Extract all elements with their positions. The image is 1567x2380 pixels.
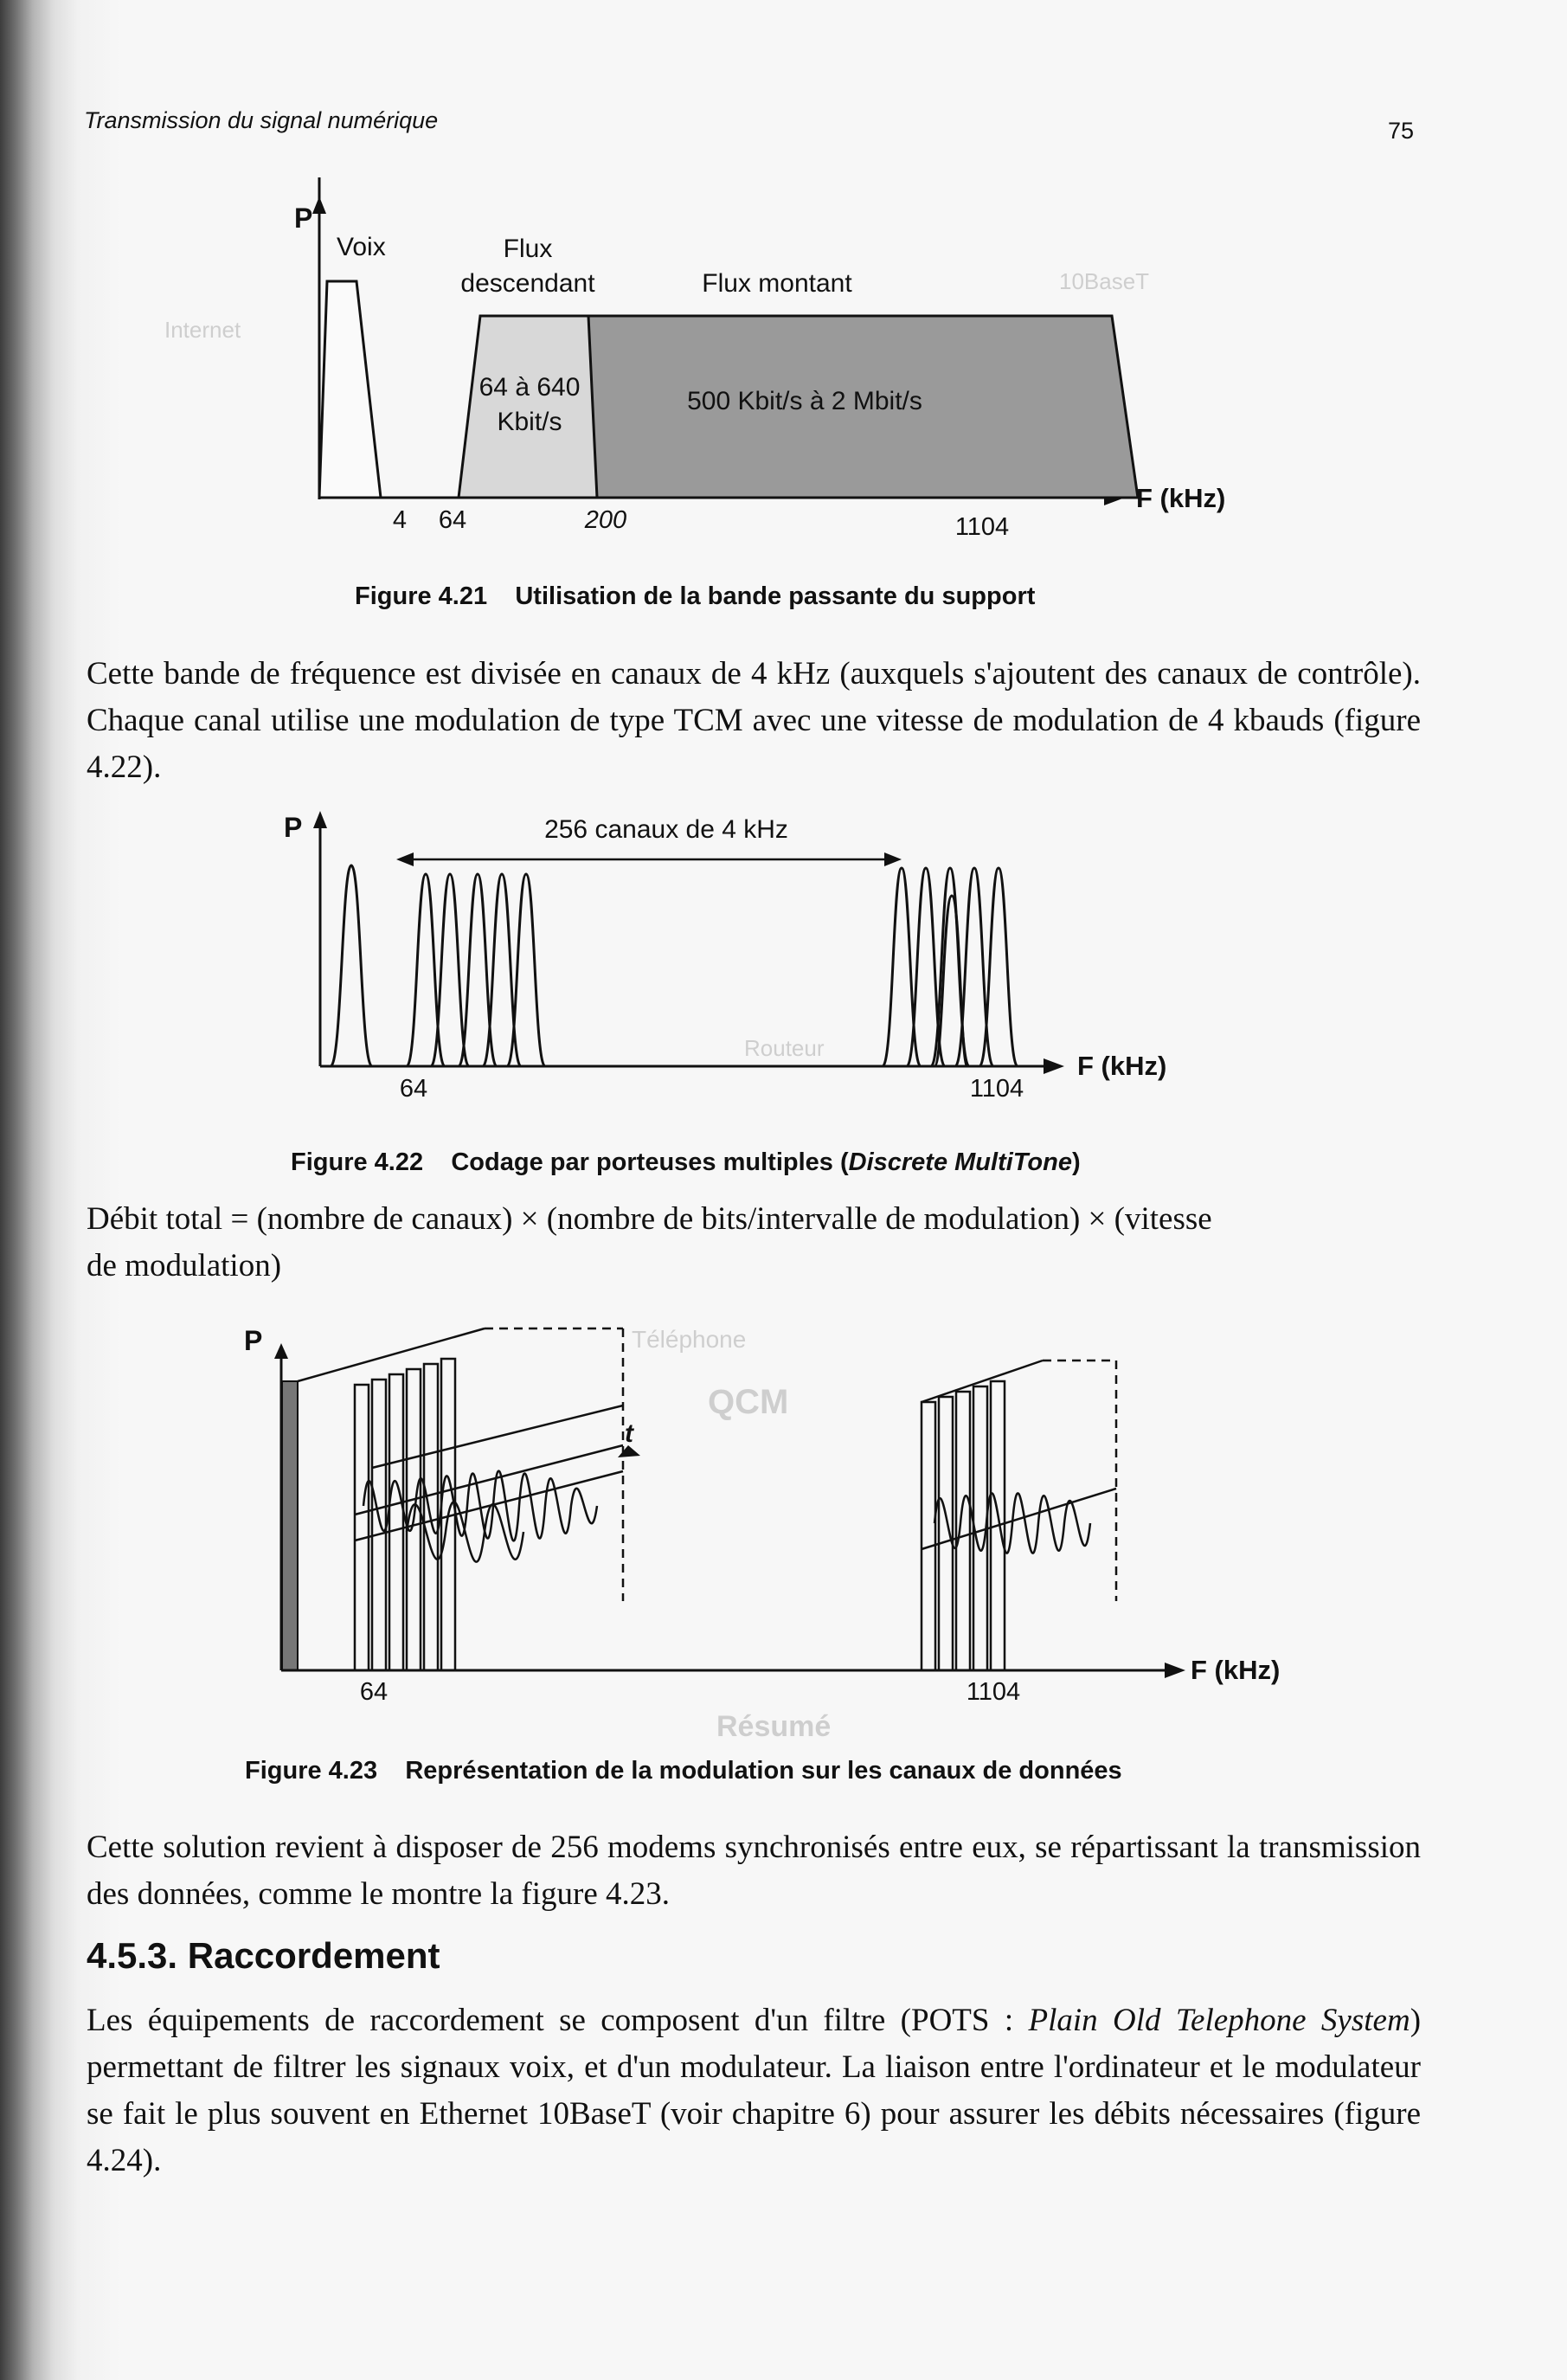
caption-end: ) (1071, 1148, 1081, 1176)
caption-text: Représentation de la modulation sur les canaux de données (405, 1757, 1122, 1785)
carrier-lobe-voice (331, 865, 372, 1066)
t-label: t (625, 1419, 633, 1448)
p-label: P (294, 203, 313, 234)
para3-italic: Plain Old Telephone System (1028, 2003, 1410, 2038)
span-label: 256 canaux de 4 kHz (544, 815, 788, 844)
t-axis (372, 1405, 623, 1468)
axis-label: F (kHz) (1077, 1051, 1167, 1081)
formula (87, 1196, 1421, 1290)
page-number: 75 (1388, 118, 1415, 144)
running-header: Transmission du signal numérique (84, 107, 439, 133)
bleed-routeur: Routeur (744, 1035, 825, 1061)
axis-label: F (kHz) (1191, 1655, 1281, 1685)
flux-desc-label-1: Flux (503, 235, 553, 263)
axis-label: F (kHz) (1136, 483, 1226, 513)
tick-200: 200 (584, 506, 627, 534)
y-axis-arrow (274, 1343, 288, 1359)
p-label: P (284, 812, 303, 843)
caption-italic: Discrete MultiTone (848, 1148, 1072, 1176)
caption-number: Figure 4.22 (291, 1148, 424, 1176)
x-axis-arrow (1044, 1058, 1064, 1074)
right-carrier-block (922, 1360, 1116, 1670)
tick-4: 4 (392, 506, 408, 534)
tick-64: 64 (438, 506, 467, 534)
voice-bar (282, 1381, 298, 1670)
figure-4-21 (242, 177, 1237, 558)
tick-64: 64 (399, 1075, 428, 1103)
tick-1104: 1104 (966, 1678, 1021, 1706)
bleed-qcm: QCM (708, 1383, 789, 1421)
caption-text: Codage par porteuses multiples ( (451, 1148, 849, 1176)
section-heading: 4.5.3. Raccordement (87, 1935, 440, 1976)
tick-64: 64 (359, 1678, 389, 1706)
left-carrier-block (298, 1328, 623, 1670)
paragraph-1: Cette bande de fréquence est divisée en canaux de 4 kHz (auxquels s'ajoutent des canaux de contrôle). Chaque canal utilise une modulation de type TCM avec une vitesse de modulation de 4 kbauds (figure 4.22). (87, 656, 1421, 785)
bleed-internet: Internet (164, 317, 241, 343)
voix-label: Voix (337, 233, 386, 261)
tick-1104: 1104 (969, 1075, 1024, 1103)
formula-line-1: Débit total = (nombre de canaux) × (nombre de bits/intervalle de modulation) × (vitesse (87, 1201, 1212, 1237)
paragraph-2: Cette solution revient à disposer de 256 modems synchronisés entre eux, se répartissant la transmission des données, comme le montre la figure 4.23. (87, 1830, 1421, 1912)
para3-before: Les équipements de raccordement se composent d'un filtre (POTS : (87, 2003, 1029, 2038)
caption-text: Utilisation de la bande passante du support (515, 582, 1036, 610)
mont-rate: 500 Kbit/s à 2 Mbit/s (687, 387, 922, 415)
figure-4-22 (260, 792, 1255, 1103)
x-axis-arrow (1165, 1663, 1185, 1678)
figure-4-23-caption (245, 1757, 1122, 1785)
carrier-lobes-group-2 (883, 868, 1018, 1066)
y-axis-arrow (313, 811, 327, 828)
para3-after: ) permettant de filtrer les signaux voix, et d'un modulateur. La liaison entre l'ordinateur et le modulateur se fait le plus souvent en Ethernet 10BaseT (voir chapitre 6) pour assurer les débits nécessaires (figure 4.24). (87, 2003, 1422, 2178)
span-arrow-right (884, 852, 902, 866)
caption-number: Figure 4.23 (245, 1757, 378, 1785)
span-arrow-left (396, 852, 414, 866)
voix-band (319, 281, 381, 498)
bleed-telephone: Téléphone (632, 1326, 747, 1353)
formula-line-2: de modulation) (87, 1248, 282, 1283)
desc-rate-2: Kbit/s (497, 408, 562, 436)
downstream-band (459, 316, 601, 498)
caption-number: Figure 4.21 (355, 582, 488, 610)
tick-1104: 1104 (954, 513, 1010, 541)
bleed-resume: Résumé (716, 1710, 832, 1743)
flux-mont-label: Flux montant (702, 269, 852, 298)
figure-4-21-caption (355, 582, 1035, 611)
p-label: P (244, 1325, 263, 1356)
desc-rate-1: 64 à 640 (478, 373, 581, 402)
bleed-10baset: 10BaseT (1059, 268, 1150, 294)
figure-4-23 (234, 1315, 1281, 1714)
y-axis-arrow (312, 196, 326, 214)
flux-desc-label-2: descendant (460, 269, 595, 298)
carrier-lobes-group-1 (407, 874, 545, 1066)
figure-4-22-caption (291, 1148, 1081, 1177)
paragraph-3 (87, 1997, 1421, 2184)
